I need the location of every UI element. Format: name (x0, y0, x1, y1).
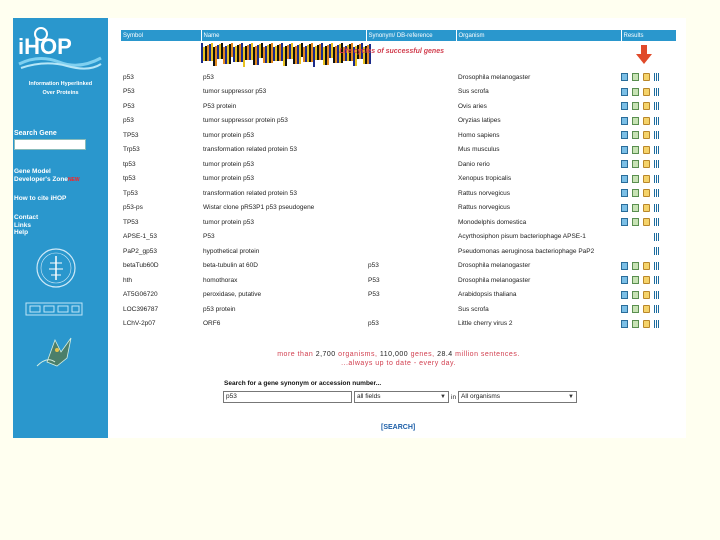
empty-icon (621, 247, 628, 255)
gene-symbol-link[interactable]: PaP2_gp53 (123, 247, 157, 255)
gene-name: tumor protein p53 (203, 131, 254, 139)
gene-symbol-link[interactable]: betaTub60D (123, 262, 159, 270)
banner-stripe (311, 43, 313, 62)
chevron-down-icon: ▼ (568, 394, 574, 400)
bars-icon[interactable] (654, 305, 659, 313)
gene-page-icon[interactable] (621, 276, 628, 284)
results-icons (621, 302, 676, 317)
gene-symbol-link[interactable]: Trp53 (123, 146, 140, 154)
banner-stripe (313, 47, 315, 67)
banner-stripe (265, 46, 267, 63)
table-row[interactable] (121, 186, 676, 201)
gene-page-icon[interactable] (621, 204, 628, 212)
banner-stripe (223, 47, 225, 64)
col-header-name[interactable]: Name (201, 30, 366, 41)
table-header-row (121, 30, 676, 41)
stats-genes-suffix: genes, (408, 351, 438, 358)
info-icon[interactable] (643, 131, 650, 139)
organism-cell: Oryzias latipes (458, 117, 501, 125)
interactions-icon[interactable] (632, 102, 639, 110)
banner-stripe (255, 46, 257, 65)
gene-name: p53 protein (203, 305, 236, 313)
info-icon[interactable] (643, 117, 650, 125)
interactions-icon[interactable] (632, 88, 639, 96)
banner-stripe (295, 46, 297, 64)
interactions-icon[interactable] (632, 291, 639, 299)
empty-icon (643, 247, 650, 255)
banner-stripe (239, 44, 241, 62)
empty-icon (621, 233, 628, 241)
info-icon[interactable] (643, 146, 650, 154)
gene-symbol-link[interactable]: tp53 (123, 160, 136, 168)
banner-stripe (219, 44, 221, 59)
col-header-synonym[interactable]: Synonym/ DB-reference (366, 30, 456, 41)
banner-stripe (331, 43, 333, 58)
gene-symbol-link[interactable]: APSE-1_53 (123, 233, 157, 241)
synonym-cell (366, 215, 456, 230)
results-section (121, 30, 676, 331)
table-row[interactable] (121, 230, 676, 245)
results-icons (621, 230, 676, 245)
stats-line-1 (121, 350, 676, 359)
bars-icon[interactable] (654, 233, 659, 241)
results-icons (621, 99, 676, 114)
stats-genes: 110,000 (379, 351, 409, 358)
stats-sentences: 28.4 (437, 351, 453, 358)
synonym-cell: P53 (368, 276, 380, 284)
gene-page-icon[interactable] (621, 320, 628, 328)
banner-stripe (301, 43, 303, 57)
gene-name: P53 (203, 233, 215, 241)
synonym-cell: p53 (368, 320, 379, 328)
banner-stripe (261, 43, 263, 58)
banner-stripe (305, 46, 307, 62)
gene-symbol-link[interactable]: hth (123, 276, 133, 284)
empty-icon (632, 233, 639, 241)
interactions-icon[interactable] (632, 175, 639, 183)
organism-cell: Danio rerio (458, 160, 490, 168)
banner-stripe (237, 45, 239, 62)
chevron-down-icon: ▼ (440, 394, 446, 400)
banner-stripe (325, 46, 327, 65)
query-value: p53 (226, 393, 237, 400)
empty-icon (643, 233, 650, 241)
banner-stripe (203, 47, 205, 61)
results-icons (621, 273, 676, 288)
table-row[interactable] (121, 70, 676, 85)
banner-stripe (213, 47, 215, 66)
bars-icon[interactable] (654, 189, 659, 197)
bars-icon[interactable] (654, 218, 659, 226)
organism-cell: Mus musculus (458, 146, 500, 154)
gene-page-icon[interactable] (621, 218, 628, 226)
bars-icon[interactable] (654, 291, 659, 299)
field-value: all fields (357, 393, 381, 400)
table-row[interactable] (121, 143, 676, 158)
banner-stripe (299, 44, 301, 64)
results-icons (621, 201, 676, 216)
synonym-cell (366, 70, 456, 85)
institution-seal-icon[interactable] (35, 247, 77, 289)
table-row[interactable] (121, 172, 676, 187)
banner-stripe (243, 47, 245, 67)
table-row[interactable] (121, 114, 676, 129)
bars-icon[interactable] (654, 160, 659, 168)
interactions-icon[interactable] (632, 189, 639, 197)
contact-links-help[interactable]: Contact Links Help (14, 214, 39, 236)
banner-stripe (247, 45, 249, 60)
gene-symbol-link[interactable]: TP53 (123, 218, 139, 226)
info-icon[interactable] (643, 276, 650, 284)
banner-stripe (285, 46, 287, 66)
gene-name: Wistar clone pR53P1 p53 pseudogene (203, 204, 315, 212)
banner-stripe (227, 45, 229, 64)
gene-page-icon[interactable] (621, 262, 628, 270)
gene-symbol-link[interactable]: tp53 (123, 175, 136, 183)
results-icons (621, 128, 676, 143)
gene-symbol-link[interactable]: P53 (123, 88, 135, 96)
gene-name: transformation related protein 53 (203, 189, 297, 197)
organism-cell: Sus scrofa (458, 88, 489, 96)
banner-stripe (307, 45, 309, 62)
gene-name: hypothetical protein (203, 247, 260, 255)
synonym-cell (366, 85, 456, 100)
banner-stripe (235, 46, 237, 62)
bars-icon[interactable] (654, 262, 659, 270)
logo-text: iHOP (18, 34, 72, 59)
gene-page-icon[interactable] (621, 160, 628, 168)
banner-row (121, 41, 676, 70)
interactions-icon[interactable] (632, 146, 639, 154)
interactions-icon[interactable] (632, 131, 639, 139)
organism-value: All organisms (461, 393, 501, 400)
gene-model-link[interactable] (14, 168, 80, 184)
gene-name: tumor protein p53 (203, 160, 254, 168)
table-row[interactable] (121, 302, 676, 317)
table-row[interactable] (121, 244, 676, 259)
info-icon[interactable] (643, 175, 650, 183)
bars-icon[interactable] (654, 88, 659, 96)
organism-cell: Rattus norvegicus (458, 204, 511, 212)
organism-cell: Monodelphis domestica (458, 218, 527, 226)
banner-stripe (205, 46, 207, 61)
banner-stripe (297, 45, 299, 64)
gene-name: peroxidase, putative (203, 291, 262, 299)
banner-stripe (211, 43, 213, 61)
col-header-symbol[interactable]: Symbol (121, 30, 201, 41)
life-cycles-banner[interactable] (201, 41, 621, 70)
banner-stripe (225, 46, 227, 64)
synonym-cell (366, 244, 456, 259)
results-icons (621, 317, 676, 332)
ihop-page (13, 18, 686, 438)
sidebar-search-input[interactable] (14, 139, 86, 150)
table-row[interactable] (121, 215, 676, 230)
query-input[interactable] (223, 391, 352, 403)
banner-stripe (303, 47, 305, 62)
in-label: in (451, 394, 457, 401)
interactions-icon[interactable] (632, 117, 639, 125)
banner-stripe (229, 44, 231, 64)
banner-stripe (281, 43, 283, 61)
bugs-illustration-icon (27, 332, 85, 370)
banner-stripe (319, 44, 321, 60)
results-icons (621, 215, 676, 230)
gene-page-icon[interactable] (621, 88, 628, 96)
bars-icon[interactable] (654, 320, 659, 328)
results-icons (621, 172, 676, 187)
synonym-cell (366, 114, 456, 129)
banner-stripe (323, 47, 325, 65)
banner-stripe (273, 47, 275, 61)
stats-organisms: 2,700 (315, 351, 336, 358)
table-row[interactable] (121, 128, 676, 143)
interactions-icon[interactable] (632, 204, 639, 212)
synonym-cell (366, 201, 456, 216)
field-select[interactable] (354, 391, 449, 403)
bars-icon[interactable] (654, 276, 659, 284)
banner-stripe (209, 44, 211, 61)
info-icon[interactable] (643, 291, 650, 299)
interactions-icon[interactable] (632, 160, 639, 168)
gene-life-cycles-graphic (201, 41, 451, 68)
synonym-cell (366, 230, 456, 245)
table-row[interactable] (121, 85, 676, 100)
bars-icon[interactable] (654, 131, 659, 139)
col-header-results[interactable]: Results (621, 30, 676, 41)
gene-name: ORF6 (203, 320, 221, 328)
gene-page-icon[interactable] (621, 146, 628, 154)
banner-stripe (251, 43, 253, 60)
banner-stripe (233, 47, 235, 62)
gene-symbol-link[interactable]: p53 (123, 117, 134, 125)
organism-cell: Arabidopsis thaliana (458, 291, 517, 299)
bars-icon[interactable] (654, 146, 659, 154)
table-row[interactable] (121, 259, 676, 274)
banner-stripe (207, 45, 209, 61)
gene-name: beta-tubulin at 60D (203, 262, 258, 270)
gene-symbol-link[interactable]: Tp53 (123, 189, 138, 197)
banner-stripe (315, 46, 317, 60)
interactions-icon[interactable] (632, 218, 639, 226)
gene-name: tumor suppressor protein p53 (203, 117, 288, 125)
stats-prefix: more than (277, 351, 316, 358)
synonym-cell (366, 172, 456, 187)
stats-sentences-suffix: million sentences. (452, 351, 520, 358)
banner-stripe (217, 45, 219, 59)
info-icon[interactable] (643, 204, 650, 212)
banner-stripe (277, 45, 279, 61)
banner-stripe (333, 47, 335, 63)
bars-icon[interactable] (654, 73, 659, 81)
gene-name: tumor protein p53 (203, 175, 254, 183)
stats-line-2: ...always up to date - every day. (341, 360, 456, 367)
banner-stripe (269, 44, 271, 63)
banner-text: Life cycles of successful genes (339, 48, 444, 55)
info-icon[interactable] (643, 160, 650, 168)
interactions-icon[interactable] (632, 320, 639, 328)
results-icons (621, 244, 676, 259)
gene-symbol-link[interactable]: TP53 (123, 131, 139, 139)
banner-stripe (259, 44, 261, 58)
banner-stripe (293, 47, 295, 64)
gene-name: homothorax (203, 276, 238, 284)
bars-icon[interactable] (654, 247, 659, 255)
empty-icon (632, 247, 639, 255)
gene-page-icon[interactable] (621, 117, 628, 125)
banner-stripe (271, 43, 273, 63)
info-icon[interactable] (643, 262, 650, 270)
table-row[interactable] (121, 99, 676, 114)
gene-model-label: Gene Model Developer's Zone (14, 168, 68, 183)
cite-link[interactable]: How to cite iHOP (14, 195, 67, 202)
organism-cell: Drosophila melanogaster (458, 73, 531, 81)
bars-icon[interactable] (654, 204, 659, 212)
banner-stripe (327, 45, 329, 65)
synonym-cell (366, 143, 456, 158)
gene-page-icon[interactable] (621, 305, 628, 313)
banner-stripe (201, 43, 203, 63)
new-badge: NEW (67, 176, 80, 183)
banner-stripe (329, 44, 331, 58)
banner-stripe (283, 47, 285, 66)
organism-cell: Drosophila melanogaster (458, 276, 531, 284)
gene-name: transformation related protein 53 (203, 146, 297, 154)
banner-stripe (241, 43, 243, 62)
table-row[interactable] (121, 201, 676, 216)
gene-page-icon[interactable] (621, 73, 628, 81)
organism-cell: Little cherry virus 2 (458, 320, 513, 328)
table-row[interactable] (121, 288, 676, 303)
search-prompt: Search for a gene synonym or accession number... (224, 380, 382, 387)
banner-stripe (249, 44, 251, 60)
organism-cell: Pseudomonas aeruginosa bacteriophage PaP2 (458, 247, 595, 255)
results-icons (621, 143, 676, 158)
banner-stripe (215, 46, 217, 66)
organism-cell: Rattus norvegicus (458, 189, 511, 197)
interactions-icon[interactable] (632, 73, 639, 81)
banner-stripe (279, 44, 281, 61)
down-arrow-icon (621, 41, 676, 68)
info-icon[interactable] (643, 305, 650, 313)
gene-name: P53 protein (203, 102, 237, 110)
organism-cell: Sus scrofa (458, 305, 489, 313)
banner-stripe (245, 46, 247, 60)
info-icon[interactable] (643, 73, 650, 81)
gene-page-icon[interactable] (621, 102, 628, 110)
synonym-cell (366, 157, 456, 172)
info-icon[interactable] (643, 320, 650, 328)
banner-stripe (267, 45, 269, 63)
gene-page-icon[interactable] (621, 131, 628, 139)
bars-icon[interactable] (654, 102, 659, 110)
col-header-organism[interactable]: Organism (456, 30, 621, 41)
info-icon[interactable] (643, 102, 650, 110)
results-icons (621, 186, 676, 201)
interactions-icon[interactable] (632, 305, 639, 313)
bars-icon[interactable] (654, 175, 659, 183)
sidebar (13, 18, 108, 438)
gene-symbol-link[interactable]: AT5G06720 (123, 291, 158, 299)
gene-name: tumor protein p53 (203, 218, 254, 226)
info-icon[interactable] (643, 189, 650, 197)
synonym-cell (366, 99, 456, 114)
database-stats (121, 350, 676, 368)
table-row[interactable] (121, 317, 676, 332)
table-row[interactable] (121, 273, 676, 288)
banner-stripe (231, 43, 233, 57)
banner-stripe (321, 43, 323, 60)
synonym-cell (366, 128, 456, 143)
gene-page-icon[interactable] (621, 291, 628, 299)
gene-page-icon[interactable] (621, 189, 628, 197)
organism-cell: Homo sapiens (458, 131, 500, 139)
banner-stripe (335, 46, 337, 63)
gene-symbol-link[interactable]: LOC396787 (123, 305, 159, 313)
results-icons (621, 259, 676, 274)
table-row[interactable] (121, 157, 676, 172)
gene-symbol-link[interactable]: P53 (123, 102, 135, 110)
search-gene-label: Search Gene (14, 130, 57, 137)
info-icon[interactable] (643, 218, 650, 226)
banner-stripe (289, 44, 291, 59)
interactions-icon[interactable] (632, 262, 639, 270)
banner-stripe (257, 45, 259, 65)
ihop-logo[interactable] (15, 24, 103, 72)
gene-symbol-link[interactable]: LChV-2p07 (123, 320, 156, 328)
results-icons (621, 70, 676, 85)
synonym-cell: P53 (368, 291, 380, 299)
synonym-cell: p53 (368, 262, 379, 270)
banner-stripe (287, 45, 289, 59)
banner-stripe (317, 45, 319, 60)
results-icons (621, 157, 676, 172)
organism-cell: Acyrthosiphon pisum bacteriophage APSE-1 (458, 233, 586, 241)
organism-cell: Ovis aries (458, 102, 487, 110)
interactions-icon[interactable] (632, 276, 639, 284)
banner-stripe (221, 43, 223, 59)
organism-cell: Drosophila melanogaster (458, 262, 531, 270)
search-button[interactable]: [SEARCH] (381, 424, 416, 431)
results-table (121, 30, 677, 331)
results-icons (621, 288, 676, 303)
banner-stripe (275, 46, 277, 61)
gene-name: p53 (203, 73, 214, 81)
organism-cell: Xenopus tropicalis (458, 175, 512, 183)
gene-page-icon[interactable] (621, 175, 628, 183)
synonym-cell (366, 186, 456, 201)
gene-name: tumor suppressor p53 (203, 88, 267, 96)
tagline: Information Hyperlinked Over Proteins (28, 81, 93, 96)
banner-stripe (253, 47, 255, 65)
banner-stripe (309, 44, 311, 62)
synonym-cell (366, 302, 456, 317)
bars-icon[interactable] (654, 117, 659, 125)
banner-stripe (291, 43, 293, 59)
lab-logo-icon[interactable] (24, 293, 84, 325)
results-icons (621, 85, 676, 100)
stats-organisms-suffix: organisms, (335, 351, 380, 358)
gene-symbol-link[interactable]: p53-ps (123, 204, 143, 212)
info-icon[interactable] (643, 88, 650, 96)
banner-stripe (263, 47, 265, 63)
organism-select[interactable] (458, 391, 577, 403)
results-icons (621, 114, 676, 129)
gene-symbol-link[interactable]: p53 (123, 73, 134, 81)
